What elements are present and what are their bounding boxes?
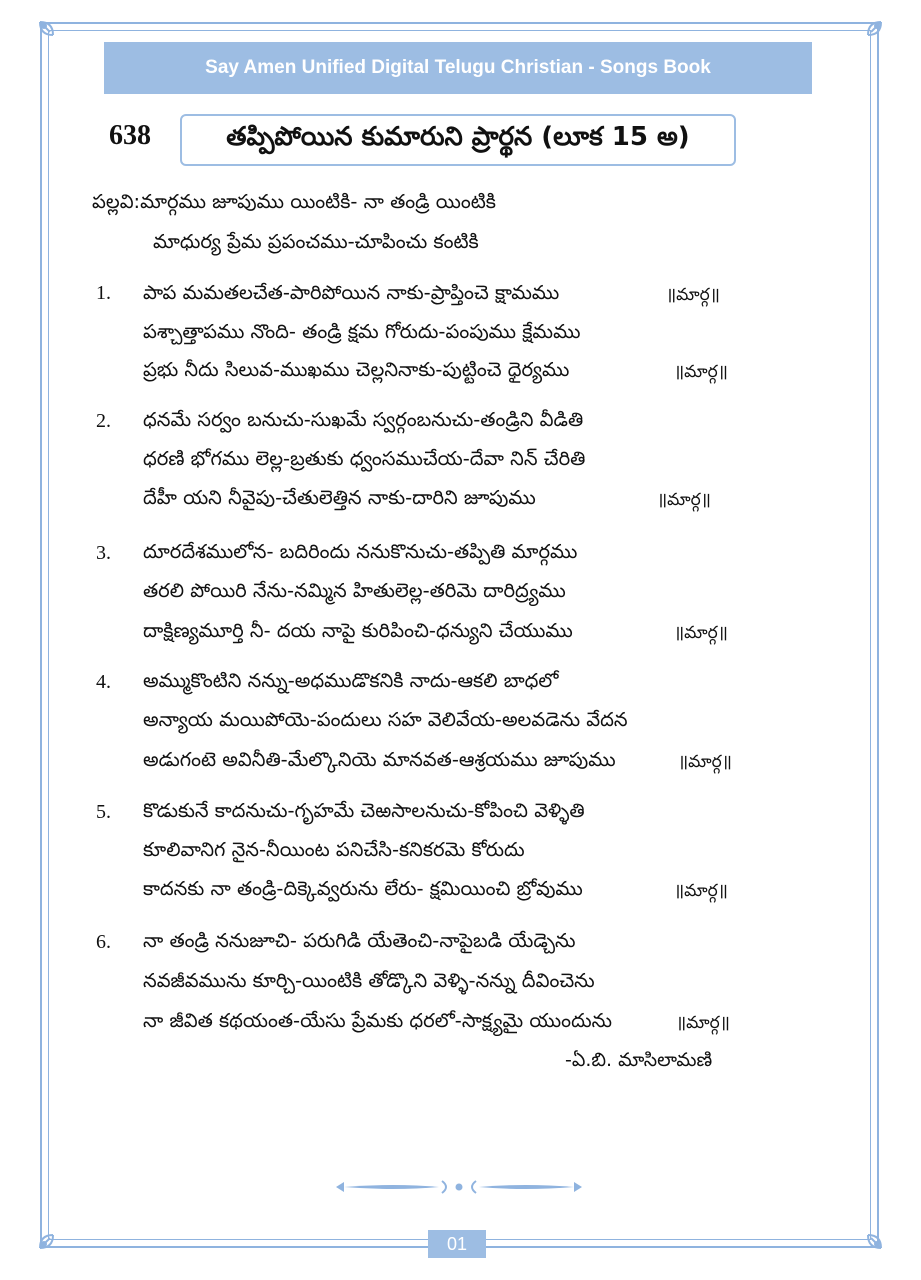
divider-ornament-icon (334, 1176, 584, 1198)
refrain-marker: ॥మార్గ॥ (676, 1013, 730, 1033)
stanza-line: కాదనకు నా తండ్రి-దిక్కెవ్వరును లేరు- క్షమియించి బ్రోవుము (143, 877, 583, 900)
book-title-banner (104, 42, 812, 94)
song-title-box (180, 114, 736, 166)
song-title: తప్పిపోయిన కుమారుని ప్రార్థన (లూక 15 అ) (226, 122, 690, 152)
corner-flourish-icon (36, 18, 70, 52)
corner-flourish-icon (36, 1218, 70, 1252)
stanza-number: 3. (96, 542, 111, 564)
refrain-marker: ॥మార్గ॥ (674, 623, 728, 643)
stanza-number: 5. (96, 801, 111, 823)
refrain-marker: ॥మార్గ॥ (657, 490, 711, 510)
stanza-line: ప్రభు నీదు సిలువ-ముఖము చెల్లనినాకు-పుట్టించె ధైర్యము (143, 358, 570, 381)
stanza-line: పాప మమతలచేత-పారిపోయిన నాకు-ప్రాప్తించె క్షామము (143, 281, 560, 304)
stanza-line: నా తండ్రి ననుజూచి- పరుగిడి యేతెంచి-నాపైబడి యేడ్చెను (143, 929, 576, 952)
stanza-line: నా జీవిత కథయంత-యేసు ప్రేమకు ధరలో-సాక్ష్యమై యుందును (143, 1009, 613, 1032)
page-number-badge (428, 1230, 486, 1258)
refrain-marker: ॥మార్గ॥ (678, 752, 732, 772)
stanza-number: 1. (96, 282, 111, 304)
song-author: -ఏ.బి. మాసిలామణి (565, 1049, 713, 1071)
stanza-line: అడుగంటె అవినీతి-మేల్కొనియె మానవత-ఆశ్రయము జూపుము (143, 748, 616, 771)
stanza-line: కూలివానిగ నైన-నీయింట పనిచేసి-కనికరమె కోరుదు (143, 838, 525, 861)
stanza-line: అమ్ముకొంటిని నన్ను-అధముడొకనికి నాదు-ఆకలి బాధలో (143, 669, 559, 692)
stanza-number: 4. (96, 671, 111, 693)
stanza-line: అన్యాయ మయిపోయె-పందులు సహ వెలివేయ-అలవడెను వేదన (143, 708, 628, 731)
page-number: 01 (446, 1233, 468, 1254)
stanza-line: దాక్షిణ్యమూర్తి నీ- దయ నాపై కురిపించి-ధన్యుని చేయుము (143, 619, 573, 642)
pallavi-line: పల్లవి:మార్గము జూపుము యింటికి- నా తండ్రి యింటికి (92, 190, 496, 213)
stanza-line: దూరదేశములోన- బదిరిందు ననుకొనుచు-తప్పితి మార్గము (143, 540, 578, 563)
stanza-line: ధనమే సర్వం బనుచు-సుఖమే స్వర్గంబనుచు-తండ్రిని వీడితి (143, 408, 584, 431)
stanza-line: దేహీ యని నీవైపు-చేతులెత్తిన నాకు-దారిని జూపుము (143, 486, 536, 509)
refrain-marker: ॥మార్గ॥ (674, 881, 728, 901)
corner-flourish-icon (851, 18, 885, 52)
pallavi-line: మాధుర్య ప్రేమ ప్రపంచము-చూపించు కంటికి (153, 230, 479, 253)
stanza-line: ధరణి భోగము లెల్ల-బ్రతుకు ధ్వంసముచేయ-దేవా నిన్ చేరితి (143, 447, 586, 470)
stanza-line: పశ్చాత్తాపము నొంది- తండ్రి క్షమ గోరుదు-పంపుము క్షేమము (143, 320, 581, 343)
stanza-line: కొడుకునే కాదనుచు-గృహమే చెఱసాలనుచు-కోపించి వెళ్ళితి (143, 799, 585, 822)
song-number: 638 (109, 120, 151, 151)
book-title: Say Amen Unified Digital Telugu Christian - Songs Book (205, 57, 711, 78)
corner-flourish-icon (851, 1218, 885, 1252)
stanza-line: తరలి పోయిరి నేను-నమ్మిన హితులెల్ల-తరిమె దారిద్ర్యము (143, 579, 566, 602)
stanza-line: నవజీవమును కూర్చి-యింటికి తోడ్కొని వెళ్ళి-నన్ను దీవించెను (143, 969, 595, 992)
refrain-marker: ॥మార్గ॥ (674, 362, 728, 382)
stanza-number: 6. (96, 931, 111, 953)
refrain-marker: ॥మార్గ॥ (666, 285, 720, 305)
stanza-number: 2. (96, 410, 111, 432)
